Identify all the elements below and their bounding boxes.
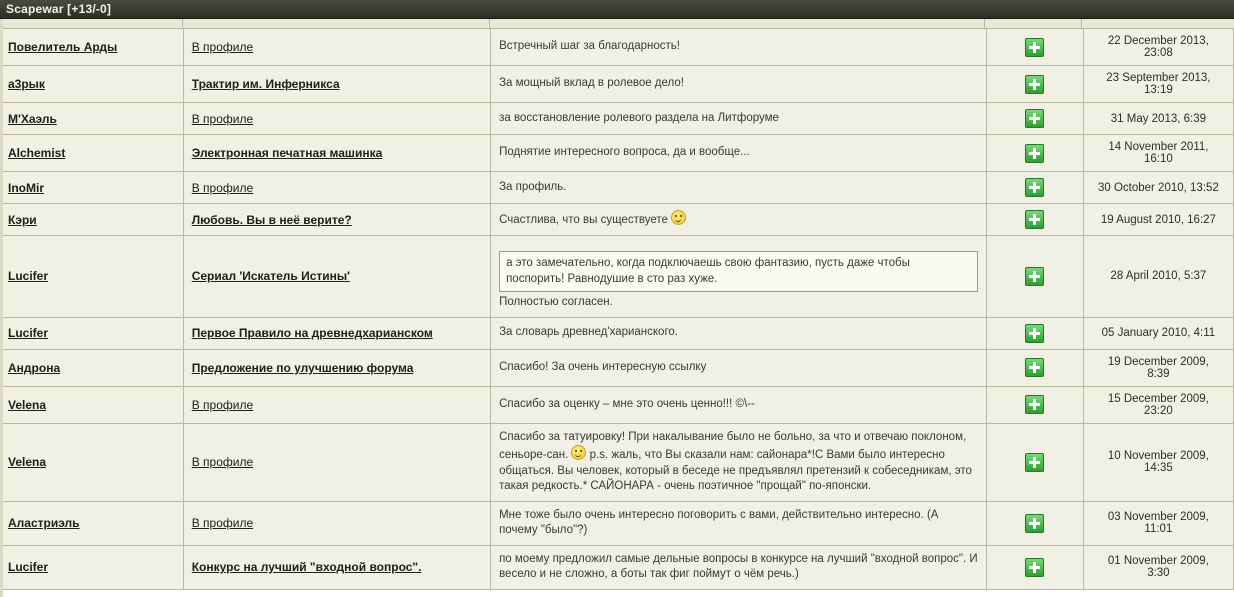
cell-where [183,423,490,501]
cell-icon [986,103,1083,135]
date-line-1: 05 January 2010, 4:11 [1101,327,1216,340]
cell-icon [986,349,1083,386]
table-row [0,135,1234,172]
plus-rating-icon [1025,109,1044,128]
where-link[interactable]: В профиле [191,180,254,195]
cell-where [183,135,490,172]
date-line-1: 15 December 2009, [1107,392,1209,405]
user-link[interactable]: InoMir [8,180,44,195]
cell-icon [986,545,1083,589]
plus-rating-icon [1025,358,1044,377]
table-row [0,349,1234,386]
user-link[interactable]: Lucifer [8,326,49,341]
comment-text-part-1: Спасибо за татуировку! При накалывание было не больно, за что и отвечаю поклоном, сеньоре-сан. [499,430,967,462]
header-cell-icon [985,19,1082,28]
header-cell-user [0,19,183,28]
user-link[interactable]: Velena [8,397,47,412]
table-row [0,29,1234,66]
user-link[interactable]: Повелитель Арды [8,40,118,54]
cell-comment: За словарь древнед'харианского. [491,317,987,349]
table-row [0,172,1234,204]
user-link[interactable]: Кэри [8,212,37,227]
cell-where [183,103,490,135]
table-row [0,204,1234,236]
table-row [0,501,1234,545]
user-link[interactable]: Velena [8,455,47,470]
user-link[interactable]: М'Хаэль [8,111,57,126]
user-link[interactable]: Lucifer [8,269,49,284]
plus-rating-icon [1025,453,1044,472]
cell-date [1083,103,1233,135]
where-link[interactable]: Электронная печатная машинка [191,146,383,160]
plus-rating-icon [1025,178,1044,197]
cell-date [1083,349,1233,386]
plus-rating-icon [1025,324,1044,343]
cell-user [0,204,183,236]
where-link[interactable]: Любовь. Вы в неё верите? [191,212,352,227]
window-titlebar [0,0,1234,19]
cell-date [1083,66,1233,103]
where-link[interactable]: В профиле [191,40,254,54]
table-header-strip [0,19,1234,29]
comment-text-part-2: p.s. жаль, что Вы сказали нам: сайонара*!С Вами было интересно общаться. Вы человек, который в беседе не предъявлял претензий к собеседникам, это такая редкость.* САЙОНАРА - очень поэтичное "прощай" по-японски. [499,449,972,493]
cell-comment [491,423,987,501]
user-link[interactable]: Андрона [8,360,61,375]
plus-rating-icon [1025,558,1044,577]
cell-where [183,349,490,386]
cell-comment: За мощный вклад в ролевое дело! [491,66,987,103]
cell-icon [986,66,1083,103]
plus-rating-icon [1025,267,1044,286]
cell-icon [986,172,1083,204]
where-link[interactable]: Сериал 'Искатель Истины' [191,269,351,284]
table-row [0,317,1234,349]
cell-where [183,236,490,318]
cell-icon [986,236,1083,318]
cell-date [1083,545,1233,589]
plus-rating-icon [1025,75,1044,94]
plus-rating-icon [1025,144,1044,163]
cell-where [183,29,490,66]
plus-rating-icon [1025,38,1044,57]
cell-user [0,103,183,135]
cell-where [183,317,490,349]
cell-icon [986,386,1083,423]
header-cell-date [1082,19,1234,28]
table-row [0,236,1234,318]
where-link[interactable]: Предложение по улучшению форума [191,360,414,375]
cell-comment: Спасибо за оценку – мне это очень ценно!!! ©\-- [491,386,987,423]
comment-text: Счастлива, что вы существуете [499,214,668,227]
table-row [0,386,1234,423]
where-link[interactable]: Трактир им. Инферникса [191,77,340,91]
where-link[interactable]: В профиле [191,516,254,531]
cell-comment: Поднятие интересного вопроса, да и вообще... [491,135,987,172]
cell-where [183,66,490,103]
cell-user [0,236,183,318]
cell-comment: Мне тоже было очень интересно поговорить с вами, действительно интересно. (А почему "было"?) [491,501,987,545]
window-title: Scapewar [+13/-0] [6,2,112,16]
cell-user [0,172,183,204]
comment-text: Полностью согласен. [499,296,613,309]
cell-user [0,317,183,349]
cell-user [0,423,183,501]
cell-icon [986,204,1083,236]
cell-comment: Встречный шаг за благодарность! [491,29,987,66]
date-line-1: 03 November 2009, [1107,511,1209,524]
cell-date [1083,172,1233,204]
quote-header [499,242,978,251]
cell-comment: по моему предложил самые дельные вопросы в конкурсе на лучший "входной вопрос". И весело и не сложно, а боты так фиг поймут о чём речь.) [491,545,987,589]
user-link[interactable]: Lucifer [8,560,49,575]
date-line-2: 8:39 [1147,367,1170,380]
reputation-table [0,29,1234,590]
cell-date [1083,501,1233,545]
cell-where [183,172,490,204]
where-link[interactable]: В профиле [191,455,254,470]
plus-rating-icon [1025,514,1044,533]
cell-user [0,349,183,386]
cell-date [1083,317,1233,349]
date-line-2: 13:19 [1144,84,1173,96]
table-row [0,66,1234,103]
cell-where [183,545,490,589]
date-line-1: 14 November 2011, [1108,141,1209,153]
cell-comment [491,236,987,318]
table-row [0,103,1234,135]
cell-icon [986,135,1083,172]
date-line-2: 14:35 [1144,462,1173,475]
smiley-icon [671,210,686,225]
quote-box: а это замечательно, когда подключаешь свою фантазию, пусть даже чтобы поспорить! Равнодушие в сто раз хуже. [499,251,978,292]
where-link[interactable]: Первое Правило на древнедхарианском [191,326,433,341]
date-line-2: 3:30 [1147,567,1170,580]
cell-comment [491,204,987,236]
date-line-2: 23:08 [1144,47,1173,59]
where-link[interactable]: Конкурс на лучший "входной вопрос". [191,560,422,575]
date-line-2: 11:01 [1144,523,1173,536]
cell-icon [986,29,1083,66]
plus-rating-icon [1025,210,1044,229]
cell-where [183,204,490,236]
where-link[interactable]: В профиле [191,397,254,412]
date-line-1: 10 November 2009, [1107,450,1209,463]
date-line-1: 22 December 2013, [1107,35,1209,47]
cell-user [0,386,183,423]
smiley-icon [571,445,586,460]
cell-comment: Спасибо! За очень интересную ссылку [491,349,987,386]
cell-date [1083,29,1233,66]
header-cell-comment [490,19,985,28]
cell-date [1083,423,1233,501]
cell-date [1083,236,1233,318]
where-link[interactable]: В профиле [191,111,254,126]
table-row [0,423,1234,501]
user-link[interactable]: а3рык [8,77,45,91]
date-line-1: 31 May 2013, 6:39 [1110,112,1207,125]
cell-icon [986,501,1083,545]
cell-user [0,545,183,589]
cell-comment: за восстановление ролевого раздела на Литфоруме [491,103,987,135]
date-line-2: 16:10 [1144,153,1173,165]
cell-icon [986,317,1083,349]
cell-user [0,66,183,103]
date-line-1: 30 October 2010, 13:52 [1097,181,1219,194]
date-line-2: 23:20 [1144,404,1173,417]
date-line-1: 19 August 2010, 16:27 [1100,213,1216,226]
cell-date [1083,386,1233,423]
cell-user [0,29,183,66]
date-line-1: 23 September 2013, [1106,72,1211,84]
cell-date [1083,135,1233,172]
cell-date [1083,204,1233,236]
reputation-table-body [0,29,1234,589]
plus-rating-icon [1025,395,1044,414]
date-line-1: 01 November 2009, [1107,555,1209,568]
table-row [0,545,1234,589]
cell-comment: За профиль. [491,172,987,204]
header-cell-where [183,19,490,28]
date-line-1: 19 December 2009, [1107,355,1209,368]
date-line-1: 28 April 2010, 5:37 [1110,270,1207,283]
cell-where [183,501,490,545]
cell-where [183,386,490,423]
cell-user [0,501,183,545]
user-link[interactable]: Alchemist [8,146,66,160]
cell-icon [986,423,1083,501]
cell-user [0,135,183,172]
user-link[interactable]: Аластриэль [8,516,80,531]
